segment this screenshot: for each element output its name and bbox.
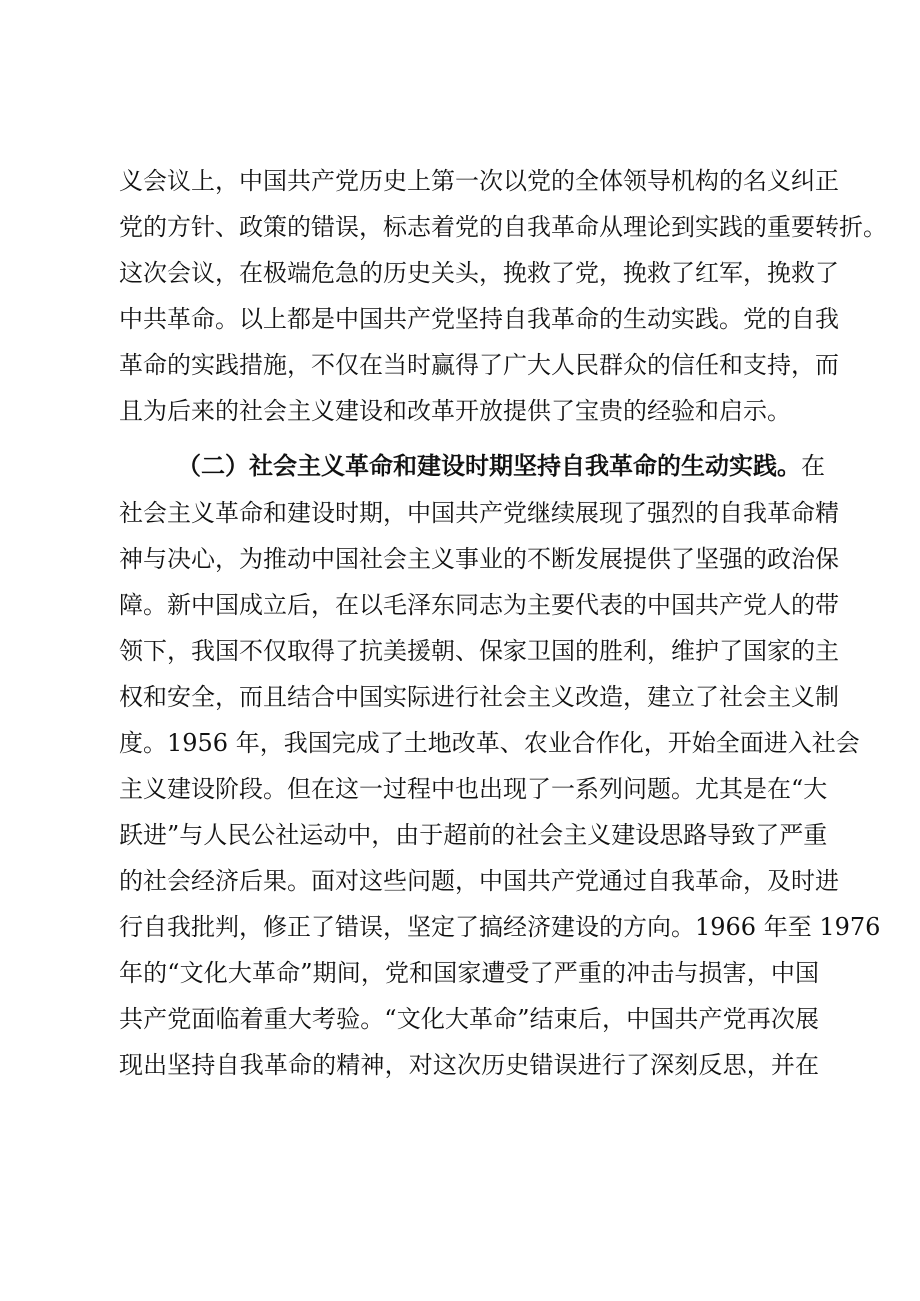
- section-heading-tail: 在: [801, 452, 825, 480]
- section-heading-line: [119, 446, 825, 486]
- paragraph2-line-9: 的社会经济后果。面对这些问题，中国共产党通过自我革命，及时进: [119, 867, 839, 895]
- paragraph1-line-5: 革命的实践措施，不仅在当时赢得了广大人民群众的信任和支持，而: [119, 351, 839, 379]
- paragraph2-line-10: 行自我批判，修正了错误，坚定了搞经济建设的方向。1966 年至 1976: [119, 913, 881, 941]
- paragraph2-line-7: 主义建设阶段。但在这一过程中也出现了一系列问题。尤其是在“大: [119, 775, 828, 803]
- paragraph2-line-1: 社会主义革命和建设时期，中国共产党继续展现了强烈的自我革命精: [119, 499, 839, 527]
- paragraph2-line-2: 神与决心，为推动中国社会主义事业的不断发展提供了坚强的政治保: [119, 545, 839, 573]
- paragraph2-line-5: 权和安全，而且结合中国实际进行社会主义改造，建立了社会主义制: [119, 683, 839, 711]
- paragraph2-line-12: 共产党面临着重大考验。“文化大革命”结束后，中国共产党再次展: [119, 1005, 819, 1033]
- paragraph2-line-13: 现出坚持自我革命的精神，对这次历史错误进行了深刻反思，并在: [119, 1051, 819, 1079]
- paragraph1-line-4: 中共革命。以上都是中国共产党坚持自我革命的生动实践。党的自我: [119, 305, 839, 333]
- section-heading: （二）社会主义革命和建设时期坚持自我革命的生动实践。: [177, 451, 801, 480]
- paragraph1-line-2: 党的方针、政策的错误，标志着党的自我革命从理论到实践的重要转折。: [119, 213, 887, 241]
- paragraph1-line-1: 义会议上，中国共产党历史上第一次以党的全体领导机构的名义纠正: [119, 167, 839, 195]
- paragraph2-line-8: 跃进”与人民公社运动中，由于超前的社会主义建设思路导致了严重: [119, 821, 828, 849]
- paragraph2-line-4: 领下，我国不仅取得了抗美援朝、保家卫国的胜利，维护了国家的主: [119, 637, 839, 665]
- paragraph1-line-3: 这次会议，在极端危急的历史关头，挽救了党，挽救了红军，挽救了: [119, 259, 839, 287]
- paragraph1-line-6: 且为后来的社会主义建设和改革开放提供了宝贵的经验和启示。: [119, 397, 791, 425]
- paragraph2-line-6: 度。1956 年，我国完成了土地改革、农业合作化，开始全面进入社会: [119, 729, 860, 757]
- paragraph2-line-11: 年的“文化大革命”期间，党和国家遭受了严重的冲击与损害，中国: [119, 959, 819, 987]
- paragraph2-line-3: 障。新中国成立后，在以毛泽东同志为主要代表的中国共产党人的带: [119, 591, 839, 619]
